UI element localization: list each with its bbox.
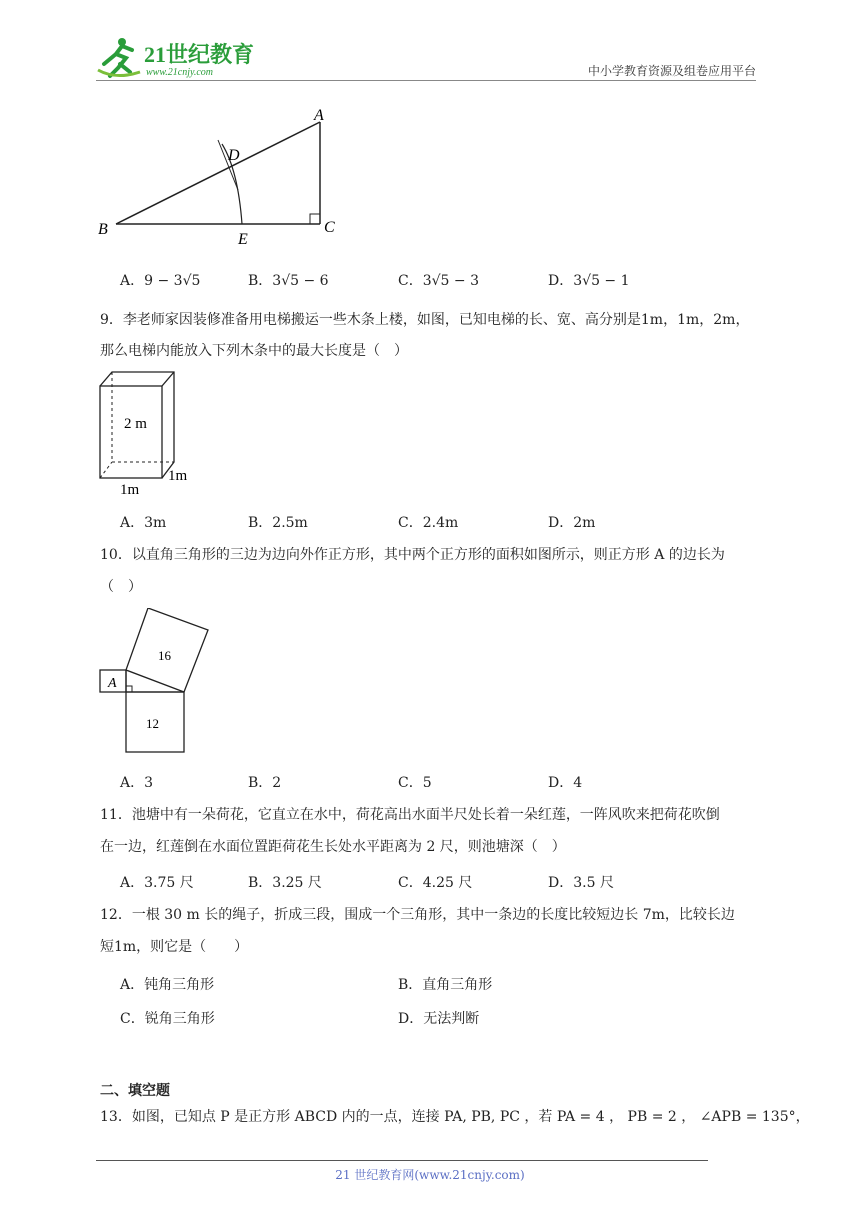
q12-text-line1: 12．一根 30 m 长的绳子，折成三段，围成一个三角形，其中一条边的长度比较短边长 7m，比较长边 [100,907,735,923]
q13-text-line1: 13．如图，已知点 P 是正方形 ABCD 内的一点，连接 PA, PB, PC ，若 PA = 4 ， PB = 2 ， ∠APB = 135°， [100,1109,810,1125]
q11-text-line2: 在一边，红莲倒在水面位置距荷花生长处水平距离为 2 尺，则池塘深（ ） [100,839,566,855]
label-E: E [238,231,248,248]
q8-option-c[interactable]: C．3√5 − 3 [398,273,479,289]
q10-option-c[interactable]: C．5 [398,775,432,791]
q9-option-c[interactable]: C．2.4m [398,515,459,531]
header-divider [96,80,756,81]
q9-option-b[interactable]: B．2.5m [248,515,308,531]
label-depth: 1m [168,468,188,484]
label-C: C [324,219,335,236]
logo-url: www.21cnjy.com [146,67,214,78]
label-12: 12 [146,716,159,731]
q8-option-b[interactable]: B．3√5 − 6 [248,273,329,289]
logo-text: 21世纪教育 [144,42,255,67]
q11-option-a[interactable]: A．3.75 尺 [120,875,194,891]
footer-divider [96,1160,708,1161]
label-A: A [314,107,324,124]
q10-text-line1: 10．以直角三角形的三边为边向外作正方形，其中两个正方形的面积如图所示，则正方形 A 的边长为 [100,547,725,563]
q12-option-d[interactable]: D．无法判断 [398,1011,480,1027]
section-title-fill-in: 二、填空题 [100,1083,170,1099]
q12-option-b[interactable]: B．直角三角形 [398,977,493,993]
q12-option-a[interactable]: A．钝角三角形 [120,977,215,993]
label-16: 16 [158,648,171,663]
footer-link[interactable]: 21 世纪教育网(www.21cnjy.com) [335,1168,525,1182]
q12-text-line2: 短1m，则它是（ ） [100,939,249,955]
q9-option-d[interactable]: D．2m [548,515,596,531]
q10-option-d[interactable]: D．4 [548,775,583,791]
q9-text-line2: 那么电梯内能放入下列木条中的最大长度是（ ） [100,343,408,359]
label-D: D [228,147,240,164]
q11-text-line1: 11．池塘中有一朵荷花，它直立在水中，荷花高出水面半尺处长着一朵红莲，一阵风吹来把荷花吹倒 [100,807,720,823]
q8-triangle-figure [90,100,350,250]
q10-option-a[interactable]: A．3 [120,775,154,791]
q8-option-d[interactable]: D．3√5 − 1 [548,273,630,289]
label-width: 1m [120,482,140,498]
q11-option-d[interactable]: D．3.5 尺 [548,875,614,891]
label-B: B [98,221,108,238]
q10-option-b[interactable]: B．2 [248,775,282,791]
q10-text-line2: （ ） [100,579,142,595]
q12-option-c[interactable]: C．锐角三角形 [120,1011,215,1027]
q10-pythagoras-squares-figure [96,608,220,758]
q11-option-b[interactable]: B．3.25 尺 [248,875,322,891]
q11-option-c[interactable]: C．4.25 尺 [398,875,473,891]
label-height: 2 m [124,416,147,432]
site-logo [96,34,266,84]
q9-option-a[interactable]: A．3m [120,515,167,531]
logo-runner-icon [96,34,266,84]
q8-option-a[interactable]: A．9 − 3√5 [120,273,201,289]
header-platform-text: 中小学教育资源及组卷应用平台 [587,64,756,78]
q9-text-line1: 9．李老师家因装修准备用电梯搬运一些木条上楼，如图，已知电梯的长、宽、高分别是1m，1m，2m， [100,312,750,328]
q9-elevator-box-figure [96,366,206,498]
label-A-square: A [108,676,117,691]
